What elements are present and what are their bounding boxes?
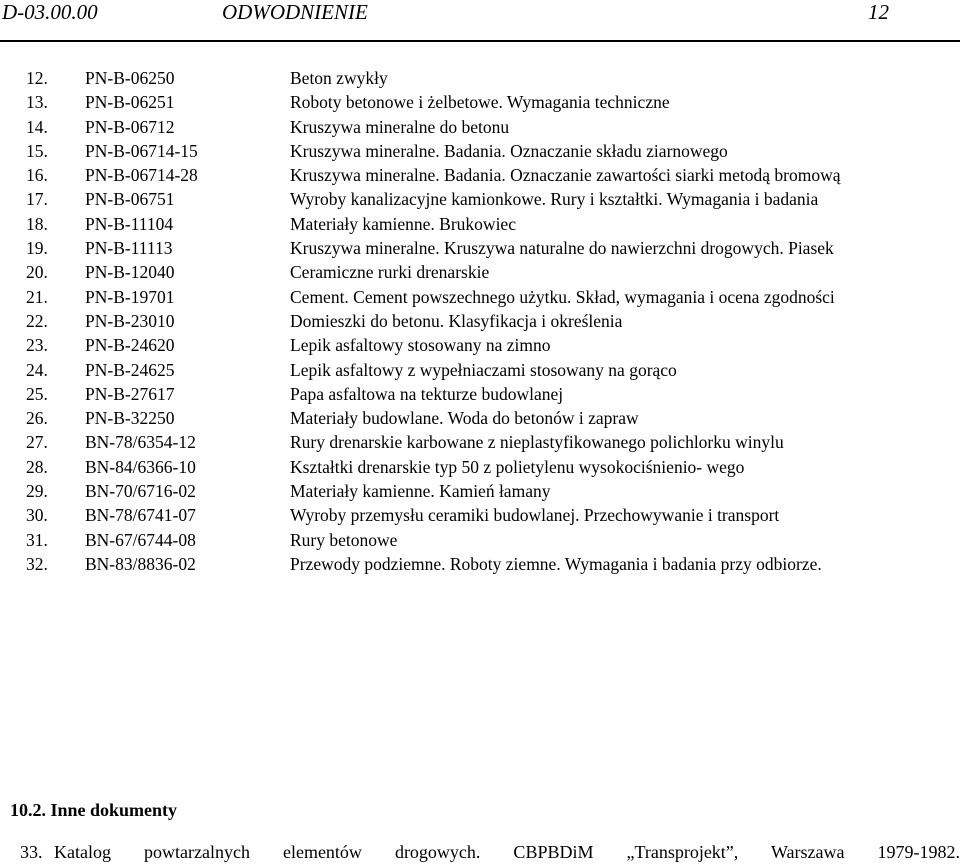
reference-number: 15.: [26, 140, 48, 161]
reference-row: [0, 333, 960, 357]
reference-description: Lepik asfaltowy stosowany na zimno: [290, 335, 551, 356]
reference-number: 29.: [26, 481, 48, 502]
reference-number: 24.: [26, 359, 48, 380]
reference-code: PN-B-24625: [85, 359, 175, 380]
reference-row: [0, 236, 960, 260]
reference-row: [0, 406, 960, 430]
reference-number: 16.: [26, 165, 48, 186]
reference-code: PN-B-32250: [85, 408, 175, 429]
reference-number: 31.: [26, 529, 48, 550]
page-number: 12: [868, 0, 889, 24]
reference-code: BN-70/6716-02: [85, 481, 196, 502]
reference-number: 21.: [26, 286, 48, 307]
reference-number: 14.: [26, 116, 48, 137]
reference-row: [0, 382, 960, 406]
reference-row: [0, 212, 960, 236]
section-heading: 10.2. Inne dokumenty: [10, 800, 178, 820]
reference-description: Wyroby przemysłu ceramiki budowlanej. Przechowywanie i transport: [290, 505, 780, 526]
reference-code: BN-67/6744-08: [85, 529, 196, 550]
reference-code: PN-B-06714-15: [85, 140, 198, 161]
reference-number: 25.: [26, 383, 48, 404]
reference-code: BN-83/8836-02: [85, 553, 196, 574]
reference-number: 23.: [26, 335, 48, 356]
reference-row: [0, 503, 960, 527]
reference-code: BN-84/6366-10: [85, 456, 196, 477]
reference-row: [0, 285, 960, 309]
reference-row: [0, 187, 960, 211]
reference-code: BN-78/6354-12: [85, 432, 196, 453]
reference-description: Wyroby kanalizacyjne kamionkowe. Rury i kształtki. Wymagania i badania: [290, 189, 819, 210]
references-list: [0, 66, 960, 576]
reference-row: [0, 115, 960, 139]
other-document-row: [20, 840, 960, 864]
reference-row: [0, 358, 960, 382]
reference-code: PN-B-27617: [85, 383, 175, 404]
reference-description: Materiały kamienne. Brukowiec: [290, 213, 516, 234]
reference-code: PN-B-12040: [85, 262, 175, 283]
reference-row: [0, 66, 960, 90]
reference-number: 17.: [26, 189, 48, 210]
reference-number: 28.: [26, 456, 48, 477]
reference-row: [0, 260, 960, 284]
reference-code: PN-B-11113: [85, 238, 173, 259]
reference-description: Beton zwykły: [290, 68, 388, 88]
reference-description: Przewody podziemne. Roboty ziemne. Wymagania i badania przy odbiorze.: [290, 553, 822, 574]
reference-description: Rury drenarskie karbowane z nieplastyfikowanego polichlorku winylu: [290, 432, 784, 453]
reference-code: BN-78/6741-07: [85, 505, 196, 526]
reference-number: 27.: [26, 432, 48, 453]
reference-number: 12.: [26, 68, 48, 88]
reference-code: PN-B-23010: [85, 310, 175, 331]
reference-code: PN-B-06251: [85, 92, 175, 113]
reference-code: PN-B-06250: [85, 68, 175, 88]
reference-number: 19.: [26, 238, 48, 259]
page-header: [0, 0, 960, 42]
reference-row: [0, 528, 960, 552]
reference-code: PN-B-24620: [85, 335, 175, 356]
reference-row: [0, 430, 960, 454]
reference-description: Materiały budowlane. Woda do betonów i zapraw: [290, 408, 639, 429]
reference-number: 30.: [26, 505, 48, 526]
document-title: ODWODNIENIE: [222, 0, 368, 24]
other-document-text: Katalog powtarzalnych elementów drogowych. CBPBDiM „Transprojekt”, Warszawa 1979-1982.: [54, 842, 960, 862]
reference-code: PN-B-06714-28: [85, 165, 198, 186]
reference-code: PN-B-06712: [85, 116, 175, 137]
reference-number: 20.: [26, 262, 48, 283]
reference-description: Ceramiczne rurki drenarskie: [290, 262, 490, 283]
reference-row: [0, 139, 960, 163]
reference-description: Papa asfaltowa na tekturze budowlanej: [290, 383, 564, 404]
reference-number: 26.: [26, 408, 48, 429]
reference-row: [0, 309, 960, 333]
reference-description: Kruszywa mineralne. Kruszywa naturalne do nawierzchni drogowych. Piasek: [290, 238, 834, 259]
reference-description: Cement. Cement powszechnego użytku. Skład, wymagania i ocena zgodności: [290, 286, 835, 307]
reference-description: Materiały kamienne. Kamień łamany: [290, 481, 551, 502]
reference-row: [0, 552, 960, 576]
reference-description: Kształtki drenarskie typ 50 z polietylenu wysokociśnienio- wego: [290, 456, 745, 477]
document-code: D-03.00.00: [2, 0, 98, 24]
reference-description: Kruszywa mineralne do betonu: [290, 116, 510, 137]
reference-number: 13.: [26, 92, 48, 113]
reference-code: PN-B-06751: [85, 189, 175, 210]
reference-code: PN-B-11104: [85, 213, 174, 234]
reference-row: [0, 455, 960, 479]
reference-description: Domieszki do betonu. Klasyfikacja i określenia: [290, 310, 623, 331]
reference-code: PN-B-19701: [85, 286, 175, 307]
reference-number: 22.: [26, 310, 48, 331]
reference-number: 32.: [26, 553, 48, 574]
reference-description: Kruszywa mineralne. Badania. Oznaczanie zawartości siarki metodą bromową: [290, 165, 841, 186]
reference-description: Kruszywa mineralne. Badania. Oznaczanie składu ziarnowego: [290, 140, 728, 161]
other-documents-list: [20, 840, 960, 864]
reference-row: [0, 90, 960, 114]
reference-description: Lepik asfaltowy z wypełniaczami stosowany na gorąco: [290, 359, 677, 380]
reference-number: 18.: [26, 213, 48, 234]
other-document-number: 33.: [20, 842, 43, 862]
reference-description: Rury betonowe: [290, 529, 398, 550]
reference-description: Roboty betonowe i żelbetowe. Wymagania techniczne: [290, 92, 670, 113]
reference-row: [0, 479, 960, 503]
reference-row: [0, 163, 960, 187]
